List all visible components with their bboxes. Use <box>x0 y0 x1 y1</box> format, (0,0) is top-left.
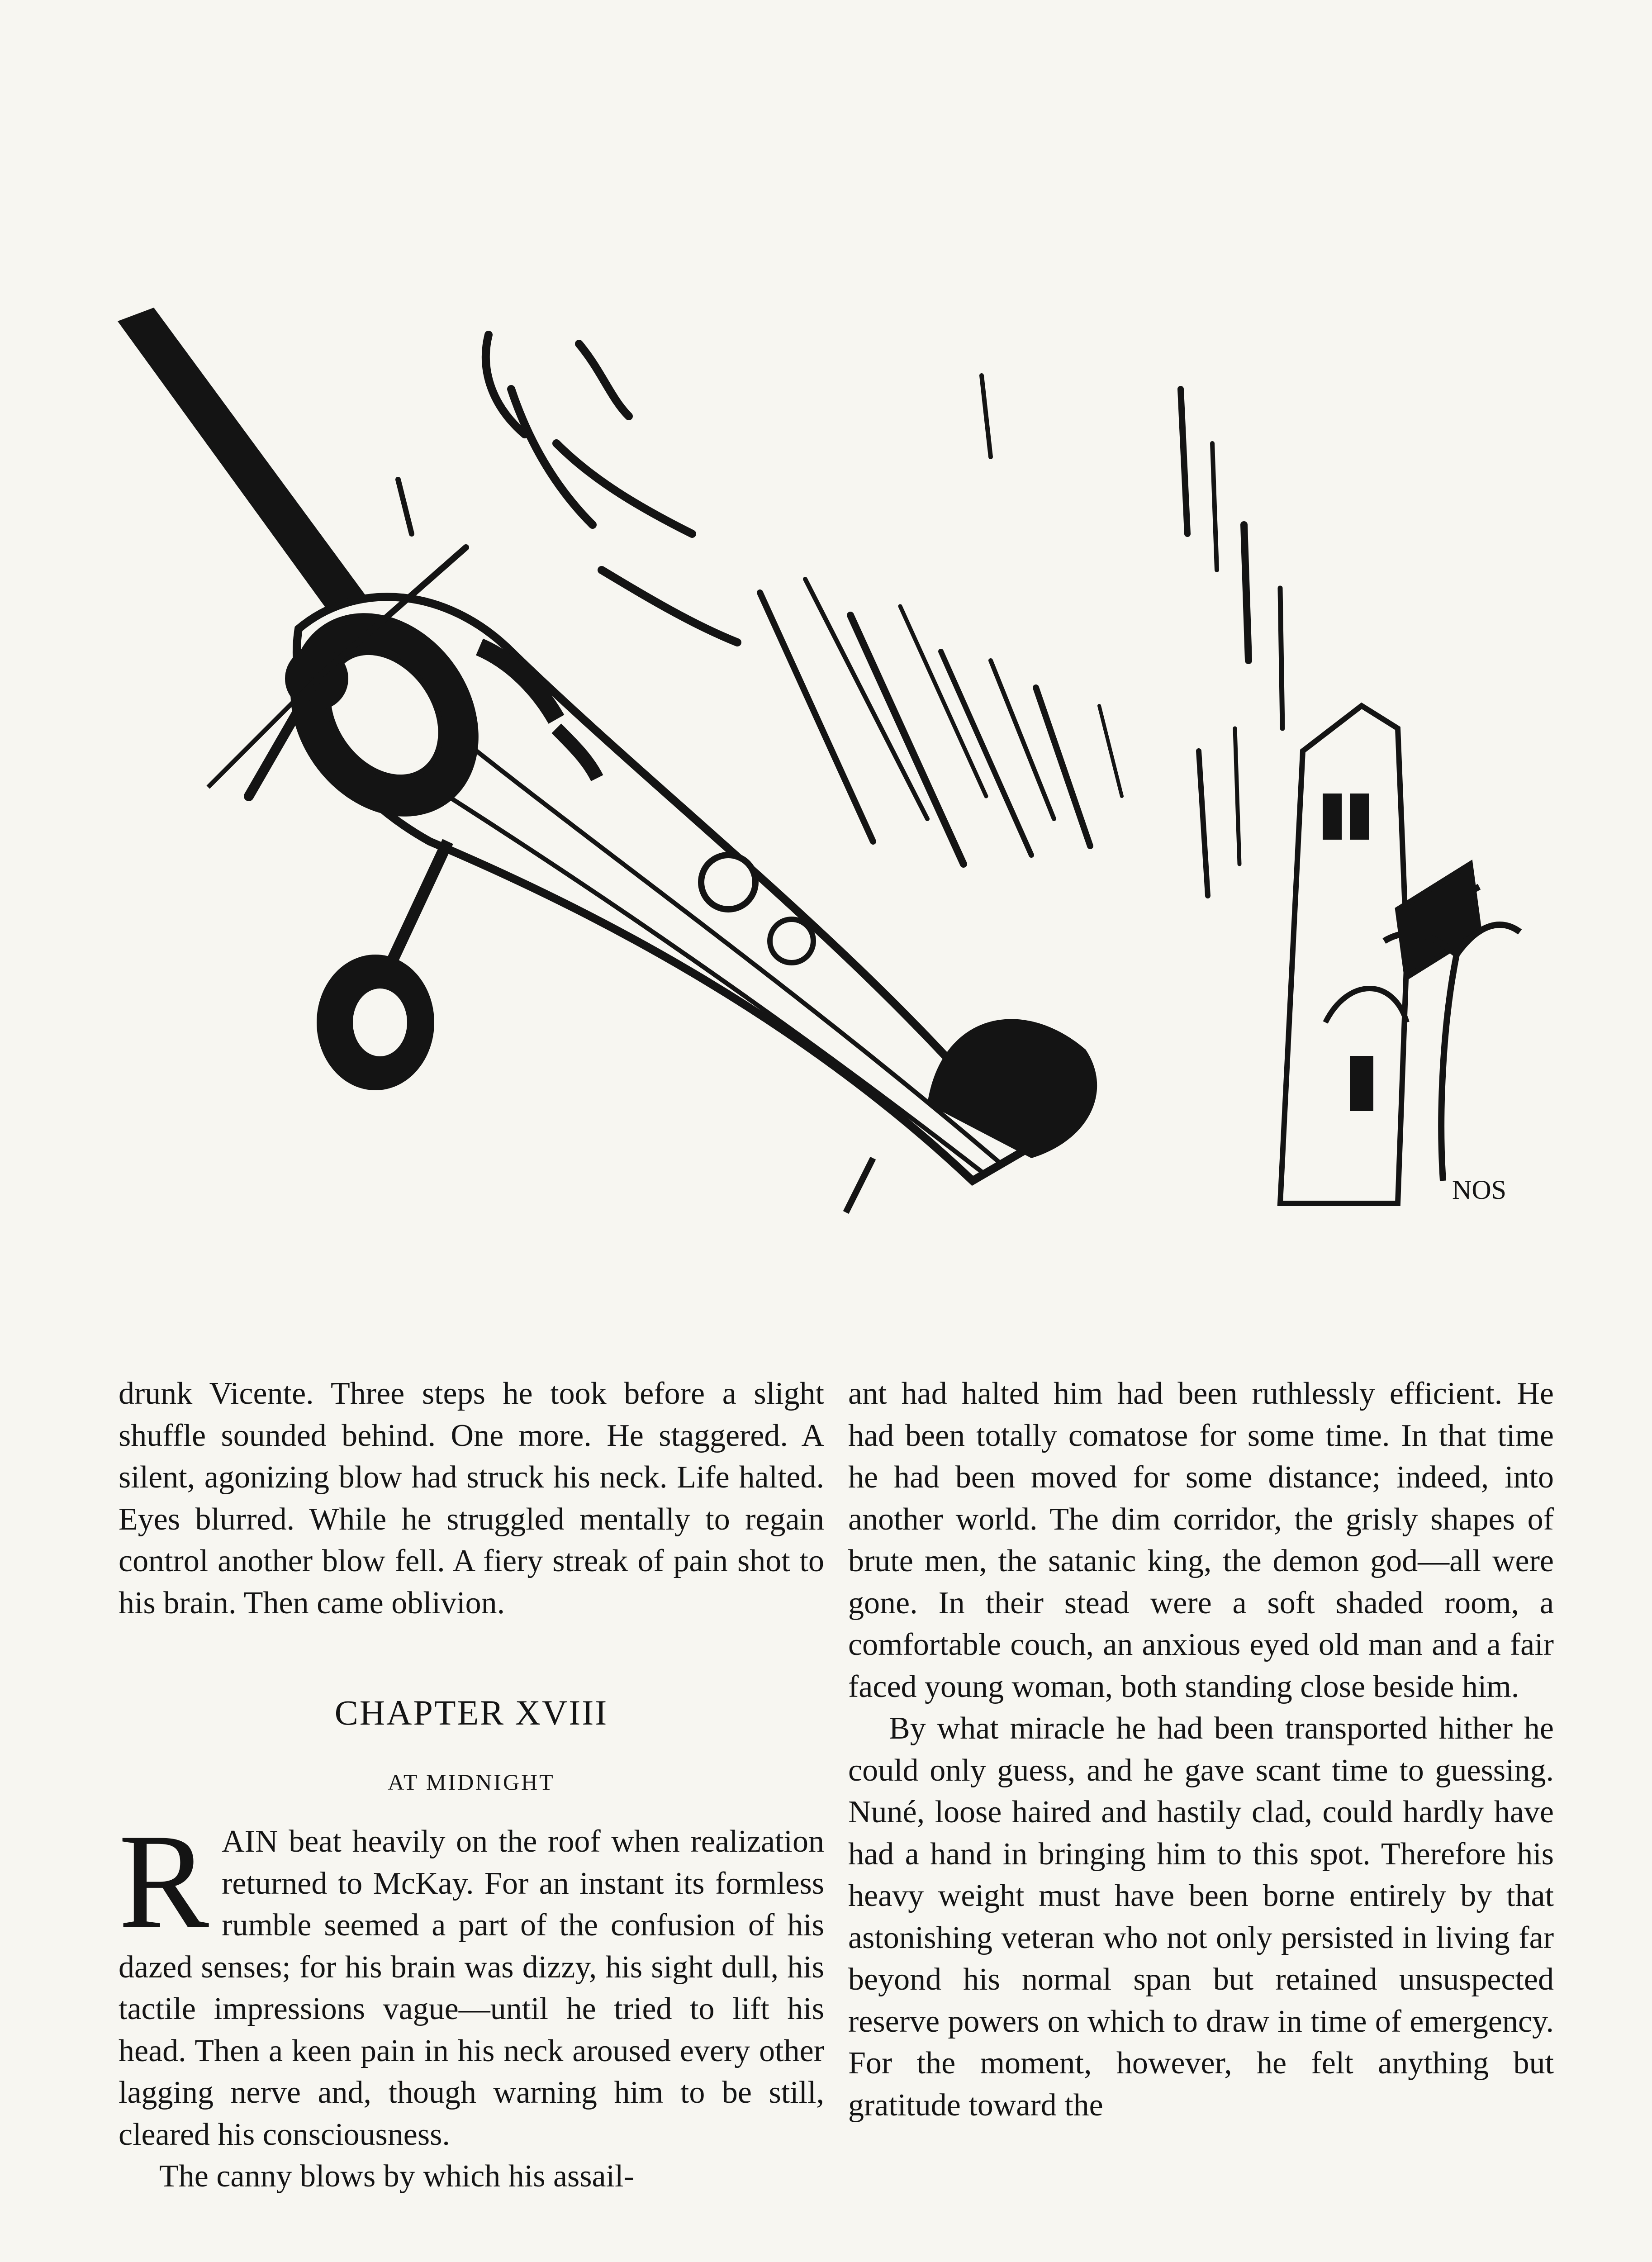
illustration <box>104 253 1529 1316</box>
left-paragraph-1: drunk Vicente. Three steps he took before a slight shuffle sounded behind. One more. He staggered. A silent, agonizing blow had struck his neck. Life halted. Eyes blurred. While he struggled mentally to regain control another blow fell. A fiery streak of pain shot to his brain. Then came oblivion. <box>119 1376 824 1620</box>
right-column <box>848 1373 1554 2126</box>
right-paragraph-1: ant had halted him had been ruthlessly efficient. He had been totally comatose for some time. In that time he had been moved for some distance; indeed, into another world. The dim corridor, the grisly shapes of brute men, the satanic king, the demon god—all were gone. In their stead were a soft shaded room, a comfortable couch, an anxious eyed old man and a fair faced young woman, both standing close beside him. <box>848 1376 1554 1704</box>
airplane-icon <box>118 308 1097 1212</box>
right-paragraph-2: By what miracle he had been transported hither he could only guess, and he gave scant time to guessing. Nuné, loose haired and hastily clad, could hardly have had a hand in bringing him to this spot. Therefore his heavy weight must have been borne entirely by that astonishing veteran who not only persisted in living far beyond his normal span but retained unsuspected reserve powers on which to draw in time of emergency. For the moment, however, he felt anything but gratitude toward the <box>848 1711 1554 2123</box>
left-paragraph-3: The canny blows by which his assail- <box>159 2159 634 2194</box>
left-paragraph-2-text: AIN beat heavily on the roof when realization returned to McKay. For an instant its formless rumble seemed a part of the confusion of his dazed senses; for his brain was dizzy, his sight dull, his tactile impressions vague—until he tried to lift his head. Then a keen pain in his neck aroused every other lagging nerve and, though warning him to be still, cleared his consciousness. <box>119 1824 824 2152</box>
left-column <box>119 1373 824 2198</box>
smoke-icon <box>486 335 737 642</box>
chapter-subtitle: AT MIDNIGHT <box>388 1769 555 1795</box>
airplane-illustration <box>104 253 1529 1316</box>
drop-cap: R <box>119 1806 209 1956</box>
chapter-title: CHAPTER XVIII <box>334 1693 608 1732</box>
building-icon <box>1280 706 1479 1203</box>
left-paragraph-2 <box>119 1806 824 2156</box>
artist-signature: NOS <box>1452 1175 1507 1205</box>
